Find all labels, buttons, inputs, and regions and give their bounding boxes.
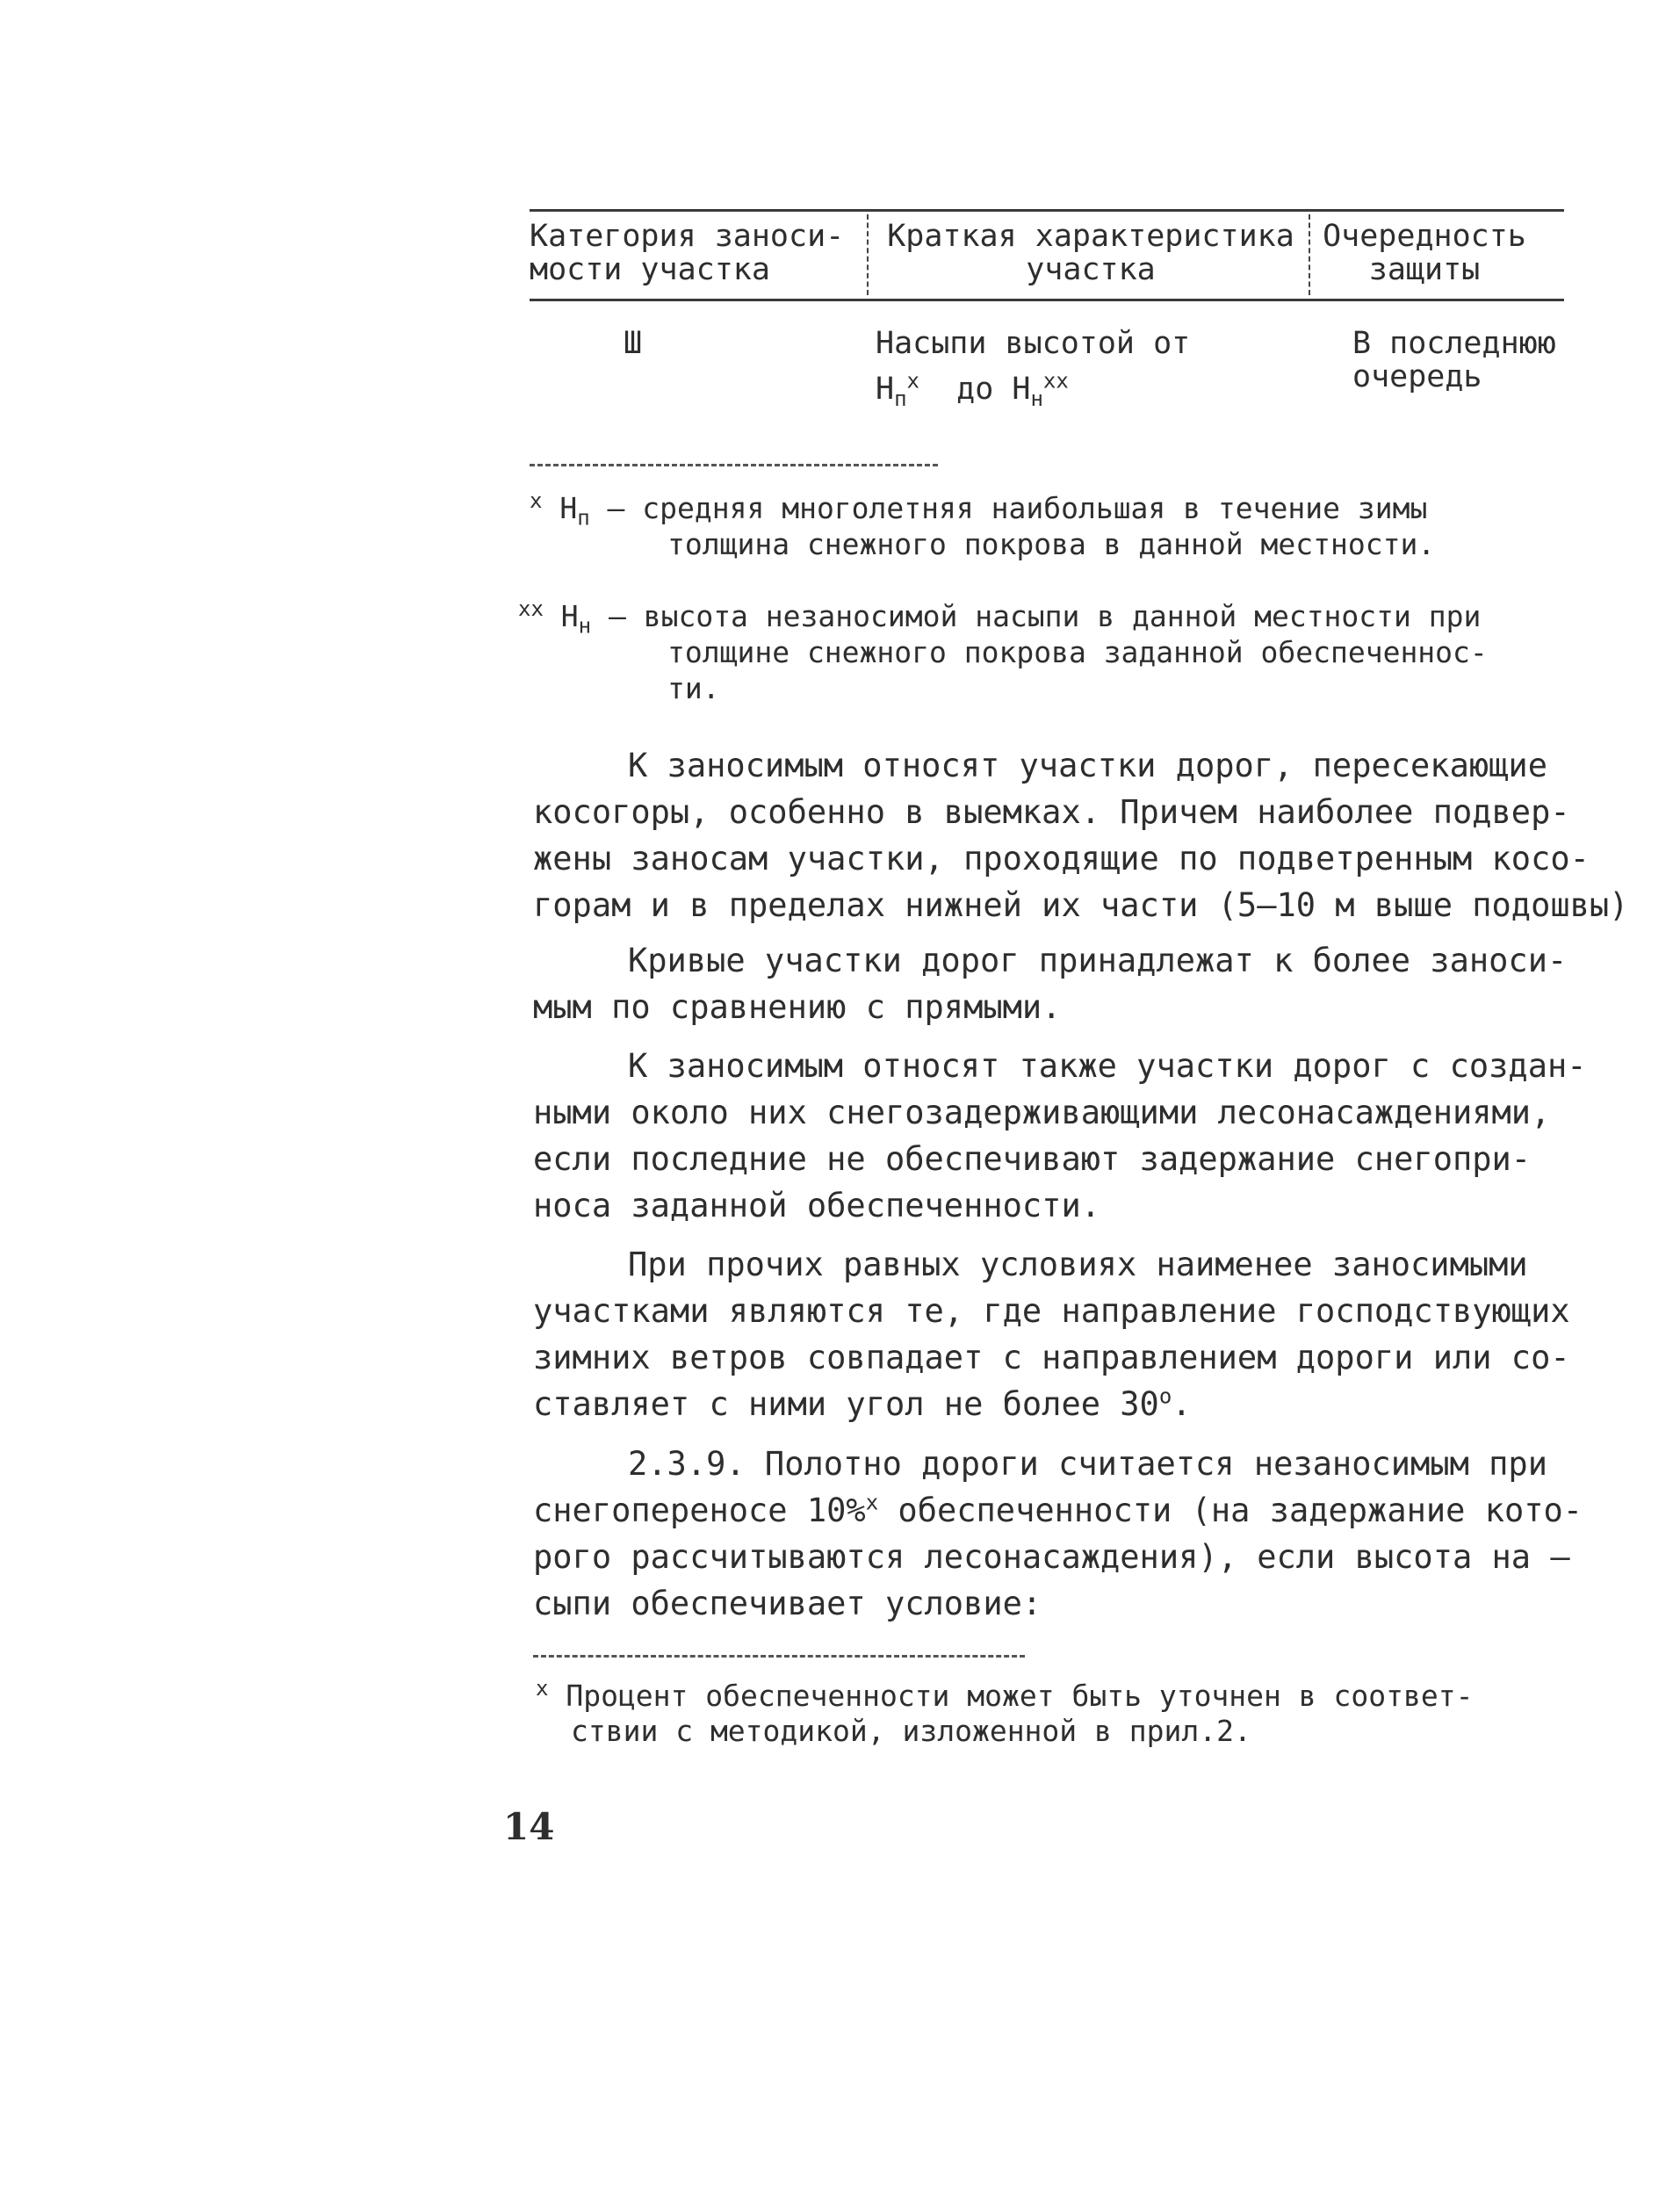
table-column-divider-2 (1309, 214, 1310, 295)
paragraph-1-line2: косогоры, особенно в выемках. Причем наиболее подвер- (533, 793, 1570, 831)
footnote-1-line1: – средняя многолетняя наибольшая в течение зимы (607, 491, 1428, 525)
section-line2-post: обеспеченности (на задержание кото- (878, 1492, 1583, 1529)
paragraph-1-line4: горам и в пределах нижней их части (5–10 м выше подошвы) (533, 886, 1629, 924)
table-footnote-1-cont: толщина снежного покрова в данной местности. (667, 527, 1436, 561)
footnote-1-sub: п (577, 505, 590, 531)
paragraph-3-line4: носа заданной обеспеченности. (533, 1187, 1101, 1224)
table-cell-category: Ш (624, 326, 643, 361)
header-characteristic-line2: участка (1026, 252, 1156, 287)
section-line2-sup: х (865, 1490, 879, 1515)
formula-h-p: Н (876, 372, 895, 407)
table-footnote-2-cont2: ти. (667, 671, 720, 705)
paragraph-4-line3: зимних ветров совпадает с направлением дороги или со- (533, 1339, 1570, 1376)
footnote-1-mark: х (530, 488, 543, 513)
paragraph-3-line2: ными около них снегозадерживающими лесонасаждениями, (533, 1094, 1551, 1131)
formula-sup-xx: хх (1042, 368, 1069, 394)
page-footnote (536, 1676, 1474, 1713)
page-footnote-separator (533, 1655, 1025, 1658)
formula-to: до (956, 372, 994, 407)
header-category-line2: мости участка (530, 252, 770, 287)
footnote-2-sub: н (578, 613, 592, 639)
paragraph-1-line3: жены заносам участки, проходящие по подветренным косо- (533, 840, 1590, 878)
table-cell-order (1352, 327, 1556, 394)
paragraph-4-line4: ставляет с ними угол не более $30^о$. (533, 1383, 1192, 1423)
section-2-3-9-line4: сыпи обеспечивает условие: (533, 1585, 1042, 1622)
table-header-characteristic (876, 220, 1306, 286)
formula-sup-x: х (906, 368, 919, 394)
paragraph-2-line2: мым по сравнению с прямыми. (533, 988, 1062, 1026)
cell-order-line1: В последнюю (1352, 326, 1556, 361)
section-2-3-9-line1: 2.3.9. Полотно дороги считается незаносимым при (628, 1445, 1547, 1483)
page-number: 14 (503, 1805, 555, 1848)
degree-symbol: о (1158, 1383, 1172, 1409)
header-order-line1: Очередность (1323, 219, 1526, 254)
paragraph-4-line2: участками являются те, где направление господствующих (533, 1292, 1570, 1330)
page-footnote-cont: ствии с методикой, изложенной в прил.2. (571, 1714, 1251, 1748)
header-characteristic-line1: Краткая характеристика (887, 219, 1294, 254)
page-footnote-line1: Процент обеспеченности может быть уточнен в соответ- (566, 1679, 1474, 1713)
paragraph-4-line4-text: ставляет с ними угол не более 30 (533, 1385, 1159, 1423)
formula-h-n: Н (1012, 372, 1031, 407)
footnote-1-symbol: Н (559, 491, 578, 525)
table-footnote-separator (530, 464, 938, 466)
table-header-order (1315, 220, 1534, 286)
table-header-category (530, 220, 844, 286)
table-footnote-2 (518, 596, 1482, 639)
header-category-line1: Категория заноси- (530, 219, 845, 254)
table-cell-description (876, 327, 1190, 360)
table-column-divider-1 (867, 214, 869, 295)
table-top-rule (530, 209, 1564, 212)
formula-sub-p: п (894, 386, 907, 411)
footnote-2-mark: хх (518, 596, 544, 621)
paragraph-4-line1: При прочих равных условиях наименее заносимыми (628, 1246, 1528, 1283)
paragraph-2-line1: Кривые участки дорог принадлежат к более заноси- (628, 942, 1568, 979)
footnote-2-line1: – высота незаносимой насыпи в данной местности при (608, 599, 1482, 633)
section-2-3-9-line3: рого рассчитываются лесонасаждения), если высота на – (533, 1538, 1570, 1576)
paragraph-3-line1: К заносимым относят также участки дорог с создан- (628, 1047, 1587, 1085)
cell-description-line1: Насыпи высотой от (876, 326, 1191, 361)
header-order-line2: защиты (1368, 252, 1481, 287)
page-footnote-mark: х (536, 1676, 549, 1701)
section-2-3-9-line2 (533, 1487, 1583, 1534)
cell-order-line2: очередь (1352, 359, 1482, 394)
table-footnote-1 (530, 488, 1428, 531)
footnote-2-symbol: Н (560, 599, 579, 633)
paragraph-1-line1: К заносимым относят участки дорог, пересекающие (628, 747, 1547, 784)
table-cell-description-formula (876, 368, 1069, 411)
section-line2-pre: снегопереносе 10% (533, 1492, 866, 1529)
table-footnote-2-cont1: толщине снежного покрова заданной обеспеченнос- (667, 635, 1488, 669)
paragraph-3-line3: если последние не обеспечивают задержание снегопри- (533, 1140, 1532, 1178)
formula-sub-n: н (1030, 386, 1043, 411)
table-header-rule (530, 299, 1564, 301)
